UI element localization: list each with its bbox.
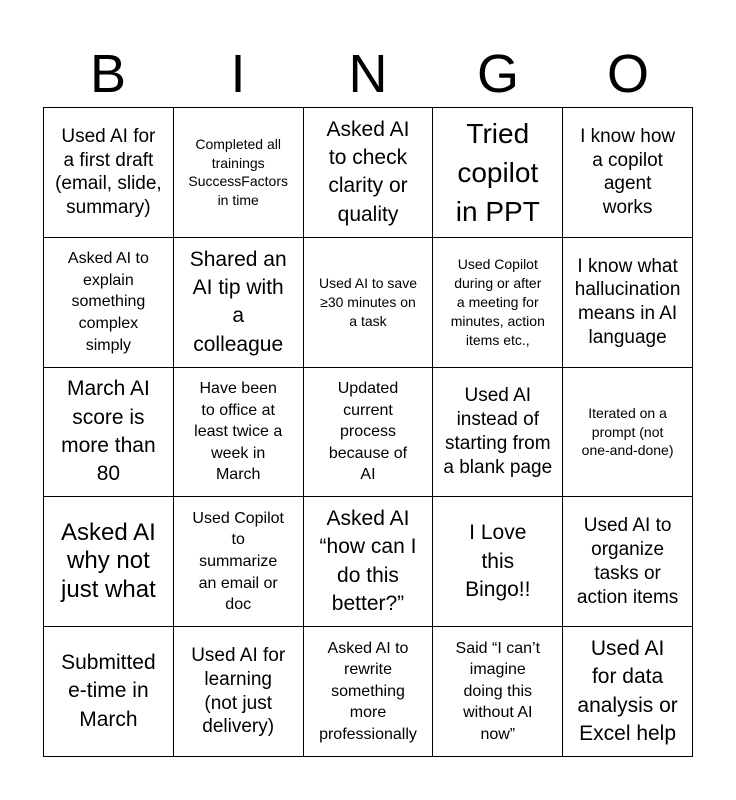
bingo-cell-r2c4[interactable] — [433, 238, 563, 368]
cell-text: Asked AI to rewrite something more professionally — [319, 639, 417, 743]
cell-text: Iterated on a prompt (not one-and-done) — [581, 404, 674, 459]
cell-text: Asked AI why not just what — [61, 518, 156, 604]
cell-text: I know how a copilot agent works — [580, 125, 676, 219]
bingo-cell-r3c1[interactable] — [44, 368, 174, 498]
bingo-cell-r5c1[interactable] — [44, 627, 174, 757]
cell-text: Completed all trainings SuccessFactors in time — [188, 135, 288, 209]
bingo-cell-r4c4[interactable] — [433, 497, 563, 627]
cell-text: Asked AI to explain something complex simply — [67, 250, 149, 354]
bingo-cell-r1c1[interactable] — [44, 108, 174, 238]
cell-text: Submitted e-time in March — [61, 651, 156, 731]
bingo-cell-r1c2[interactable] — [174, 108, 304, 238]
bingo-cell-r4c5[interactable] — [563, 497, 693, 627]
bingo-cell-r5c5[interactable] — [563, 627, 693, 757]
cell-text: Updated current process because of AI — [328, 380, 408, 484]
cell-text: Have been to office at least twice a week in March — [194, 380, 283, 484]
bingo-cell-r2c2[interactable] — [174, 238, 304, 368]
cell-text: Used AI for data analysis or Excel help — [577, 636, 678, 745]
bingo-cell-r4c1[interactable] — [44, 497, 174, 627]
cell-text: Used Copilot to summarize an email or doc — [192, 509, 284, 614]
cell-text: Used AI for learning (not just delivery) — [191, 645, 286, 738]
cell-text: Used AI for a first draft (email, slide, summary) — [55, 125, 162, 219]
cell-text: Asked AI to check clarity or quality — [326, 117, 410, 226]
bingo-cell-r1c3[interactable] — [304, 108, 434, 238]
bingo-cell-r3c4[interactable] — [433, 368, 563, 498]
bingo-header — [43, 40, 693, 108]
cell-text: Tried copilot in PPT — [455, 117, 540, 227]
header-letter-i: I — [230, 44, 246, 104]
cell-text: Used AI to organize tasks or action items — [576, 515, 679, 608]
cell-text: Shared an AI tip with a colleague — [189, 247, 287, 356]
bingo-cell-r2c1[interactable] — [44, 238, 174, 368]
bingo-cell-r4c3[interactable] — [304, 497, 434, 627]
cell-text: Asked AI “how can I do this better?” — [319, 507, 417, 616]
bingo-cell-r4c2[interactable] — [174, 497, 304, 627]
bingo-cell-r2c5[interactable] — [563, 238, 693, 368]
bingo-cell-r2c3[interactable] — [304, 238, 434, 368]
bingo-cell-r3c3[interactable] — [304, 368, 434, 498]
bingo-cell-r5c2[interactable] — [174, 627, 304, 757]
cell-text: Used Copilot during or after a meeting for minutes, action items etc., — [450, 255, 545, 348]
bingo-cell-r5c3[interactable] — [304, 627, 434, 757]
cell-text: Said “I can’t imagine doing this without AI now” — [455, 639, 541, 743]
cell-text: I Love this Bingo!! — [465, 521, 531, 601]
header-letter-o: O — [606, 44, 649, 104]
cell-text: Used AI instead of starting from a blank page — [443, 385, 553, 478]
bingo-cell-r1c5[interactable] — [563, 108, 693, 238]
bingo-board — [43, 107, 693, 757]
header-letter-b: B — [89, 44, 127, 104]
cell-text: Used AI to save ≥30 minutes on a task — [318, 274, 418, 329]
cell-text: March AI score is more than 80 — [61, 377, 156, 486]
header-letter-n: N — [348, 44, 388, 104]
bingo-cell-r5c4[interactable] — [433, 627, 563, 757]
bingo-cell-r3c2[interactable] — [174, 368, 304, 498]
cell-text: I know what hallucination means in AI language — [574, 255, 681, 348]
header-letter-g: G — [476, 44, 519, 104]
bingo-cell-r1c4[interactable] — [433, 108, 563, 238]
bingo-cell-r3c5[interactable] — [563, 368, 693, 498]
